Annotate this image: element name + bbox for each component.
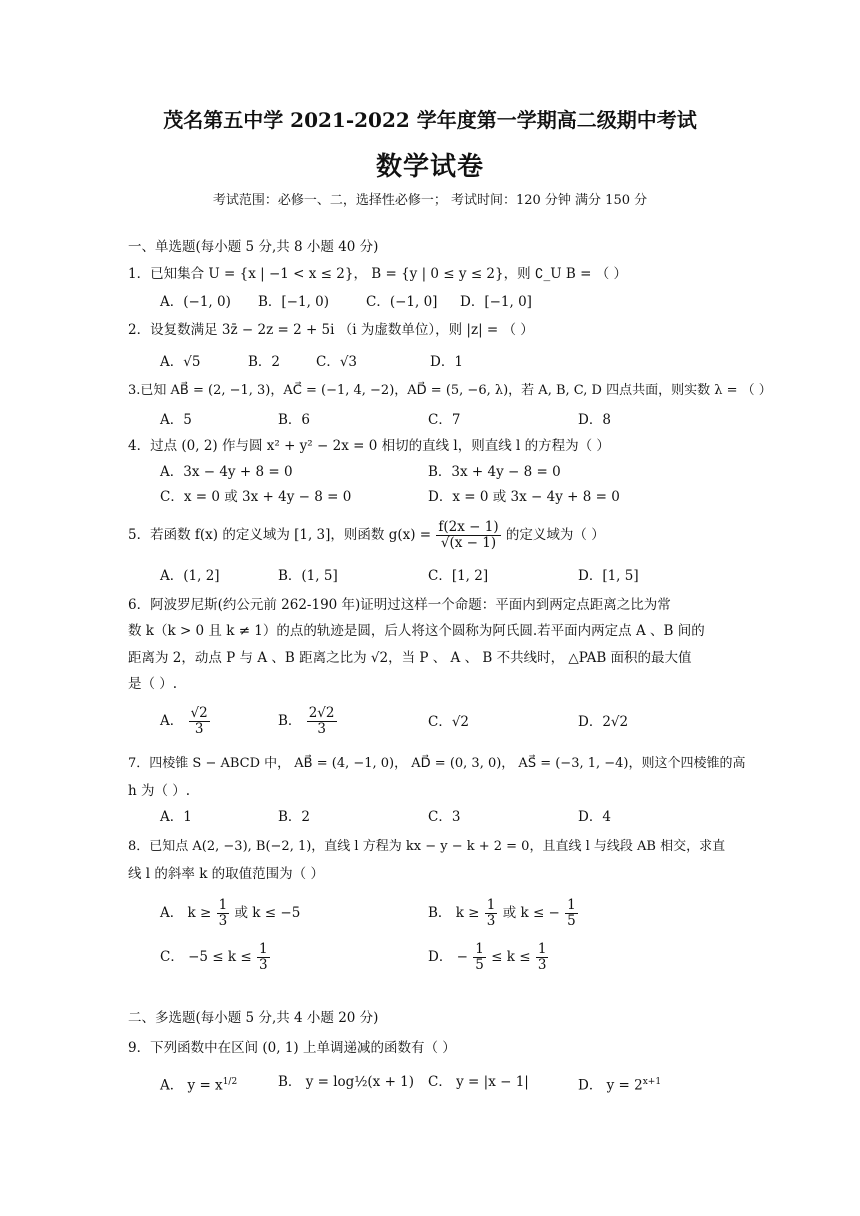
q1-option-c: C．(−1, 0] [366, 294, 438, 310]
q8-option-a-denominator: 3 [218, 913, 228, 929]
q8-option-b-fraction-1 [485, 898, 498, 929]
q6-option-a-fraction [189, 706, 210, 737]
q6-line-4: 是（ ）. [128, 676, 178, 692]
q8-option-b-numerator-2: 1 [567, 897, 576, 913]
q8-line-2: 线 l 的斜率 k 的取值范围为（ ） [128, 866, 324, 882]
q5-stem-pre: 5．若函数 f(x) 的定义域为 [1, 3]，则函数 g(x) = [128, 527, 432, 543]
q6-option-a-numerator: √2 [190, 705, 208, 721]
q5-option-b: B．(1, 5] [278, 568, 338, 584]
q7-option-c: C．3 [428, 809, 461, 825]
q6-option-a-denominator: 3 [194, 721, 204, 737]
exam-meta: 考试范围：必修一、二，选择性必修一； 考试时间：120 分钟 满分 150 分 [212, 193, 648, 208]
q9-option-d-pre: D． y = 2 [578, 1077, 643, 1094]
q8-option-b-fraction-2 [565, 898, 578, 929]
q6-option-b [278, 706, 338, 737]
q8-option-b-denominator-2: 5 [567, 913, 576, 929]
q5-option-d: D．[1, 5] [578, 568, 639, 584]
q8-option-d-mid: ≤ k ≤ [491, 949, 531, 965]
q8-option-a-post: 或 k ≤ −5 [234, 905, 301, 921]
q6-option-a-label: A． [160, 713, 184, 729]
q8-option-d [428, 942, 549, 973]
q6-line-1: 6．阿波罗尼斯(约公元前 262-190 年)证明过这样一个命题：平面内到两定点距离之比为常 [128, 597, 671, 613]
q7-option-a: A．1 [160, 809, 192, 825]
q8-option-d-denominator-1: 5 [475, 957, 484, 973]
q2-option-d: D．1 [430, 354, 463, 370]
q5-stem [128, 520, 605, 551]
q4-stem: 4．过点 (0, 2) 作与圆 x² + y² − 2x = 0 相切的直线 l，则直线 l 的方程为（ ） [128, 438, 610, 454]
q8-option-b-mid: 或 k ≤ − [502, 905, 560, 921]
q8-option-b-denominator-1: 3 [486, 913, 496, 929]
q6-option-d: D．2√2 [578, 714, 629, 730]
q8-option-c-fraction [257, 942, 270, 973]
q4-option-a: A．3x − 4y + 8 = 0 [160, 464, 293, 480]
q2-option-b: B．2 [248, 354, 281, 370]
q5-fraction-denominator: √(x − 1) [440, 535, 497, 551]
q8-option-a [160, 898, 300, 929]
q8-option-c-denominator: 3 [259, 957, 268, 973]
exam-subtitle: 数学试卷 [375, 152, 484, 182]
q2-stem: 2．设复数满足 3z̄ − 2z = 2 + 5i （i 为虚数单位），则 |z| = （ ） [128, 322, 534, 338]
q9-option-c: C． y = |x − 1| [428, 1074, 529, 1090]
q1-option-d: D．[−1, 0] [460, 294, 532, 310]
q8-option-b-pre: B． k ≥ [428, 905, 480, 921]
q8-option-c-pre: C． −5 ≤ k ≤ [160, 949, 252, 965]
q6-option-a [160, 706, 211, 737]
q8-option-d-fraction-2 [536, 942, 549, 973]
q3-option-d: D．8 [578, 412, 611, 428]
q3-option-a: A．5 [160, 412, 192, 428]
q7-line-2: h 为（ ）. [128, 783, 191, 799]
q5-fraction-numerator: f(2x − 1) [438, 519, 499, 535]
q8-option-b-numerator-1: 1 [486, 897, 496, 913]
q3-option-c: C．7 [428, 412, 461, 428]
q8-line-1: 8．已知点 A(2, −3), B(−2, 1)，直线 l 方程为 kx − y − k + 2 = 0，且直线 l 与线段 AB 相交，求直 [128, 839, 726, 854]
q9-option-a-exponent: 1/2 [222, 1077, 238, 1087]
q8-option-a-fraction [217, 898, 230, 929]
q6-option-b-denominator: 3 [317, 721, 326, 737]
q1-stem: 1．已知集合 U = {x | −1 < x ≤ 2}， B = {y | 0 ≤ y ≤ 2}，则 ∁_U B = （ ） [128, 266, 628, 282]
q3-option-b: B．6 [278, 412, 311, 428]
q9-option-d-exponent: x+1 [642, 1077, 662, 1087]
q5-option-c: C．[1, 2] [428, 568, 489, 584]
q7-option-b: B．2 [278, 809, 311, 825]
q9-option-a-pre: A． y = x [160, 1077, 223, 1094]
q9-option-d [578, 1072, 661, 1096]
q8-option-c-numerator: 1 [259, 941, 268, 957]
q7-line-1: 7．四棱锥 S − ABCD 中， AB⃗ = (4, −1, 0)， AD⃗ = (0, 3, 0)， AS⃗ = (−3, 1, −4)，则这个四棱锥的高 [128, 756, 746, 771]
q8-option-d-denominator-2: 3 [537, 957, 547, 973]
q1-option-b: B．[−1, 0) [258, 294, 330, 310]
q5-option-a: A．(1, 2] [160, 568, 220, 584]
q4-option-d: D．x = 0 或 3x − 4y + 8 = 0 [428, 489, 620, 505]
q7-option-d: D．4 [578, 809, 611, 825]
q5-fraction [436, 520, 500, 551]
q8-option-a-numerator: 1 [218, 897, 228, 913]
q9-option-b: B． y = log½(x + 1) [278, 1074, 415, 1090]
section-heading-1: 一、单选题(每小题 5 分,共 8 小题 40 分) [128, 239, 379, 255]
q1-option-a: A．(−1, 0) [160, 294, 231, 310]
q6-option-b-label: B． [278, 713, 302, 729]
q9-option-a [160, 1072, 237, 1096]
q4-option-b: B．3x + 4y − 8 = 0 [428, 464, 561, 480]
q8-option-b [428, 898, 579, 929]
q3-stem: 3.已知 AB⃗ = (2, −1, 3)，AC⃗ = (−1, 4, −2)，AD⃗ = (5, −6, λ)，若 A, B, C, D 四点共面，则实数 λ = （ ） [128, 383, 772, 398]
q6-option-c: C．√2 [428, 714, 470, 730]
q5-stem-post: 的定义域为（ ） [505, 527, 605, 543]
q4-option-c: C．x = 0 或 3x + 4y − 8 = 0 [160, 489, 352, 505]
q8-option-d-pre: D． − [428, 949, 468, 965]
q6-option-b-numerator: 2√2 [308, 705, 335, 721]
q8-option-d-numerator-2: 1 [537, 941, 547, 957]
exam-title: 茂名第五中学 2021-2022 学年度第一学期高二级期中考试 [163, 108, 697, 132]
q8-option-c [160, 942, 271, 973]
q8-option-d-fraction-1 [473, 942, 486, 973]
q8-option-a-pre: A． k ≥ [160, 905, 212, 921]
q6-option-b-fraction [307, 706, 337, 737]
q8-option-d-numerator-1: 1 [475, 941, 484, 957]
q2-option-c: C．√3 [316, 354, 358, 370]
section-heading-2: 二、多选题(每小题 5 分,共 4 小题 20 分) [128, 1010, 379, 1026]
q2-option-a: A．√5 [160, 354, 201, 370]
q6-line-2: 数 k（k > 0 且 k ≠ 1）的点的轨迹是圆，后人将这个圆称为阿氏圆.若平面内两定点 A 、B 间的 [128, 623, 705, 639]
q6-line-3: 距离为 2，动点 P 与 A 、B 距离之比为 √2，当 P 、 A 、 B 不共线时， △PAB 面积的最大值 [128, 650, 692, 666]
q9-stem: 9．下列函数中在区间 (0, 1) 上单调递减的函数有（ ） [128, 1040, 456, 1056]
